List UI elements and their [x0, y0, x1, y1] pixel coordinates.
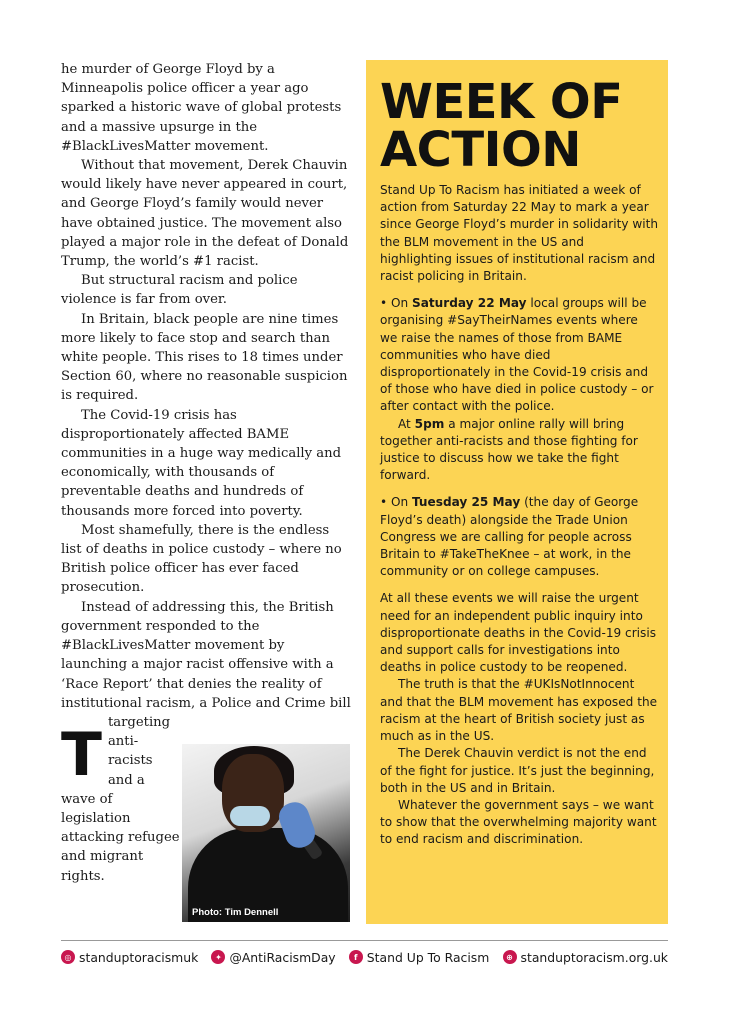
footer — [61, 948, 668, 966]
box-paragraph-verdict: The Derek Chauvin verdict is not the end of the fight for justice. It’s just the beginning, both in the US and in Britain. — [380, 746, 655, 795]
photo-caption: Photo: Tim Dennell — [192, 907, 279, 918]
instagram-icon: ◎ — [61, 950, 75, 964]
article-paragraph-6: Most shamefully, there is the endless list of deaths in police custody – where no British police officer has ever faced prosecution. — [61, 522, 342, 596]
box-item-rally: At 5pm a major online rally will bring together anti-racists and those fighting for justice to discuss how we take the fight forward. — [380, 416, 638, 483]
box-item-saturday: • On Saturday 22 May local groups will be organising #SayTheirNames events where we raise the names of those from BAME communities who have died disproportionately in the Covid-19 crisis and of those who have died in police custody – or after contact with the police. — [380, 296, 654, 414]
week-of-action-box — [366, 60, 668, 924]
box-intro: Stand Up To Racism has initiated a week of action from Saturday 22 May to mark a year since George Floyd’s murder in solidarity with the BLM movement in the US and highlighting issues of institutional racism and racist policing in Britain. — [380, 183, 658, 284]
article-paragraph-2: Without that movement, Derek Chauvin would likely have never appeared in court, and George Floyd’s family would never have obtained justice. The movement also played a major role in the defeat of Donald Trump, the world’s #1 racist. — [61, 158, 349, 270]
footer-divider — [61, 940, 668, 941]
article-paragraph-3: But structural racism and police violence is far from over. — [61, 273, 298, 308]
box-item-tuesday: • On Tuesday 25 May (the day of George Floyd’s death) alongside the Trade Union Congress we are calling for people across Britain to #TakeTheKnee – at work, in the community or on college campuses. — [380, 495, 639, 579]
footer-facebook[interactable]: f Stand Up To Racism — [349, 950, 490, 965]
footer-twitter[interactable]: ✦ @AntiRacismDay — [211, 950, 335, 965]
article-paragraph-7: Instead of addressing this, the British government responded to the #BlackLivesMatter movement by launching a major racist offensive with a ‘Race Report’ that denies the reality of institutional racism, a Police and Crime bill targeting anti-racists and a wave of legislation attacking refugee and migrant rights. — [61, 599, 351, 884]
box-paragraph-inquiry: At all these events we will raise the urgent need for an independent public inquiry into disproportionate deaths in the Covid-19 crisis and support calls for investigations into deaths in police custody to be reopened. — [380, 591, 656, 675]
footer-website[interactable]: ⊕ standuptoracism.org.uk — [503, 950, 668, 965]
box-paragraph-majority: Whatever the government says – we want to show that the overwhelming majority want to end racism and discrimination. — [380, 797, 657, 847]
globe-icon: ⊕ — [503, 950, 517, 964]
box-paragraph-truth: The truth is that the #UKIsNotInnocent and that the BLM movement has exposed the racism at the heart of British society just as much as in the US. — [380, 677, 658, 744]
drop-cap: T — [61, 720, 102, 790]
footer-instagram[interactable]: ◎ standuptoracismuk — [61, 950, 198, 965]
article-paragraph-4: In Britain, black people are nine times more likely to face stop and search than white people. This rises to 18 times under Section 60, where no reasonable suspicion is required. — [61, 311, 348, 404]
article-paragraph-1: T he murder of George Floyd by a Minneapolis police officer a year ago sparked a historic wave of global protests and a massive upsurge in the #BlackLivesMatter movement. — [61, 62, 342, 790]
box-title: WEEK OF ACTION — [380, 74, 623, 178]
twitter-icon: ✦ — [211, 950, 225, 964]
article-paragraph-5: The Covid-19 crisis has disproportionately affected BAME communities in a huge way medically and economically, with thousands of preventable deaths and hundreds of thousands more forced into poverty. — [61, 407, 342, 519]
facebook-icon: f — [349, 950, 363, 964]
protester-photo — [182, 744, 350, 922]
